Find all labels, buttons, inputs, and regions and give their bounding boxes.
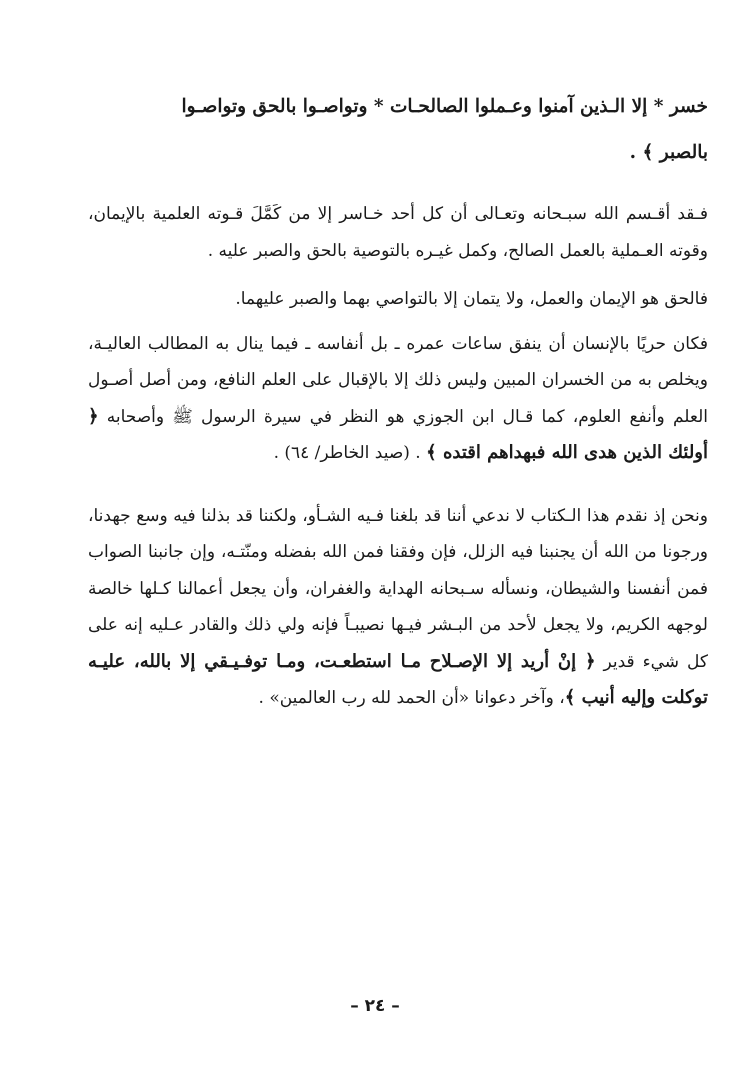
quran-verse-guidance: ﴿ أولئك الذين هدى الله فبهداهم اقتده ﴾ <box>88 405 708 463</box>
paragraph-closing <box>88 498 708 717</box>
quran-verse-continuation <box>88 84 708 176</box>
paragraph-seerah <box>88 326 708 472</box>
quran-verse-reform: ﴿ إنْ أريد إلا الإصـلاح مـا استطعـت، ومـا توفـيـقي إلا بالله، عليـه توكلت وإليه أنيب ﴾ <box>88 650 708 708</box>
page-body <box>88 82 708 717</box>
paragraph-truth: فالحق هو الإيمان والعمل، ولا يتمان إلا بالتواصي بهما والصبر عليهما. <box>235 289 708 309</box>
paragraph-closing-text: ونحن إذ نقدم هذا الـكتاب لا ندعي أننا قد بلغنا فـيه الشـأو، ولكننا قد بذلنا فيه وسع جهدنا، ورجونا من الله أن يجنبنا فيه الزلل، فإن وفقنا فمن الله بفضله ومنّتـه، وإن جانبنا الصواب فمن أنفسنا والشيطان، ونسأله سـبحانه الهداية والغفران، وأن يجعل أعمالنا كـلها خالصة لوجهه الكريم، ولا يجعل لأحد من البـشر فيـها نصيبـاً فإنه ولي ذلك والقادر عـليه إنه على كل شيء قدير <box>88 505 708 672</box>
page-number: – ٢٤ – <box>350 996 400 1016</box>
paragraph-seerah-citation: . (صيد الخاطر/ ٦٤) . <box>273 443 427 463</box>
paragraph-seerah-text: فكان حريًا بالإنسان أن ينفق ساعات عمره ـ بل أنفاسه ـ فيما ينال به المطالب العاليـة، ويخلص به من الخسران المبين وليس ذلك إلا بالإقبال على العلم النافع، ومن أصل أصـول العلم وأنفع العلوم، كما قـال ابن الجوزي هو النظر في سيرة الرسول ﷺ وأصحابه <box>88 333 708 427</box>
paragraph-closing-dua: ، وآخر دعوانا «أن الحمد لله رب العالمين» . <box>258 688 565 708</box>
verse-line-1: خسر * إلا الـذين آمنوا وعـملوا الصالحـات * وتواصـوا بالحق وتواصـوا <box>181 96 708 117</box>
verse-line-2: بالصبر ﴾ . <box>629 142 708 163</box>
paragraph-oath: فـقد أقـسم الله سبـحانه وتعـالى أن كل أحد خـاسر إلا من كَمَّلَ قـوته العلمية بالإيمان، وقوته العـملية بالعمل الصالح، وكمل غيـره بالتوصية بالحق والصبر عليه . <box>88 204 708 261</box>
